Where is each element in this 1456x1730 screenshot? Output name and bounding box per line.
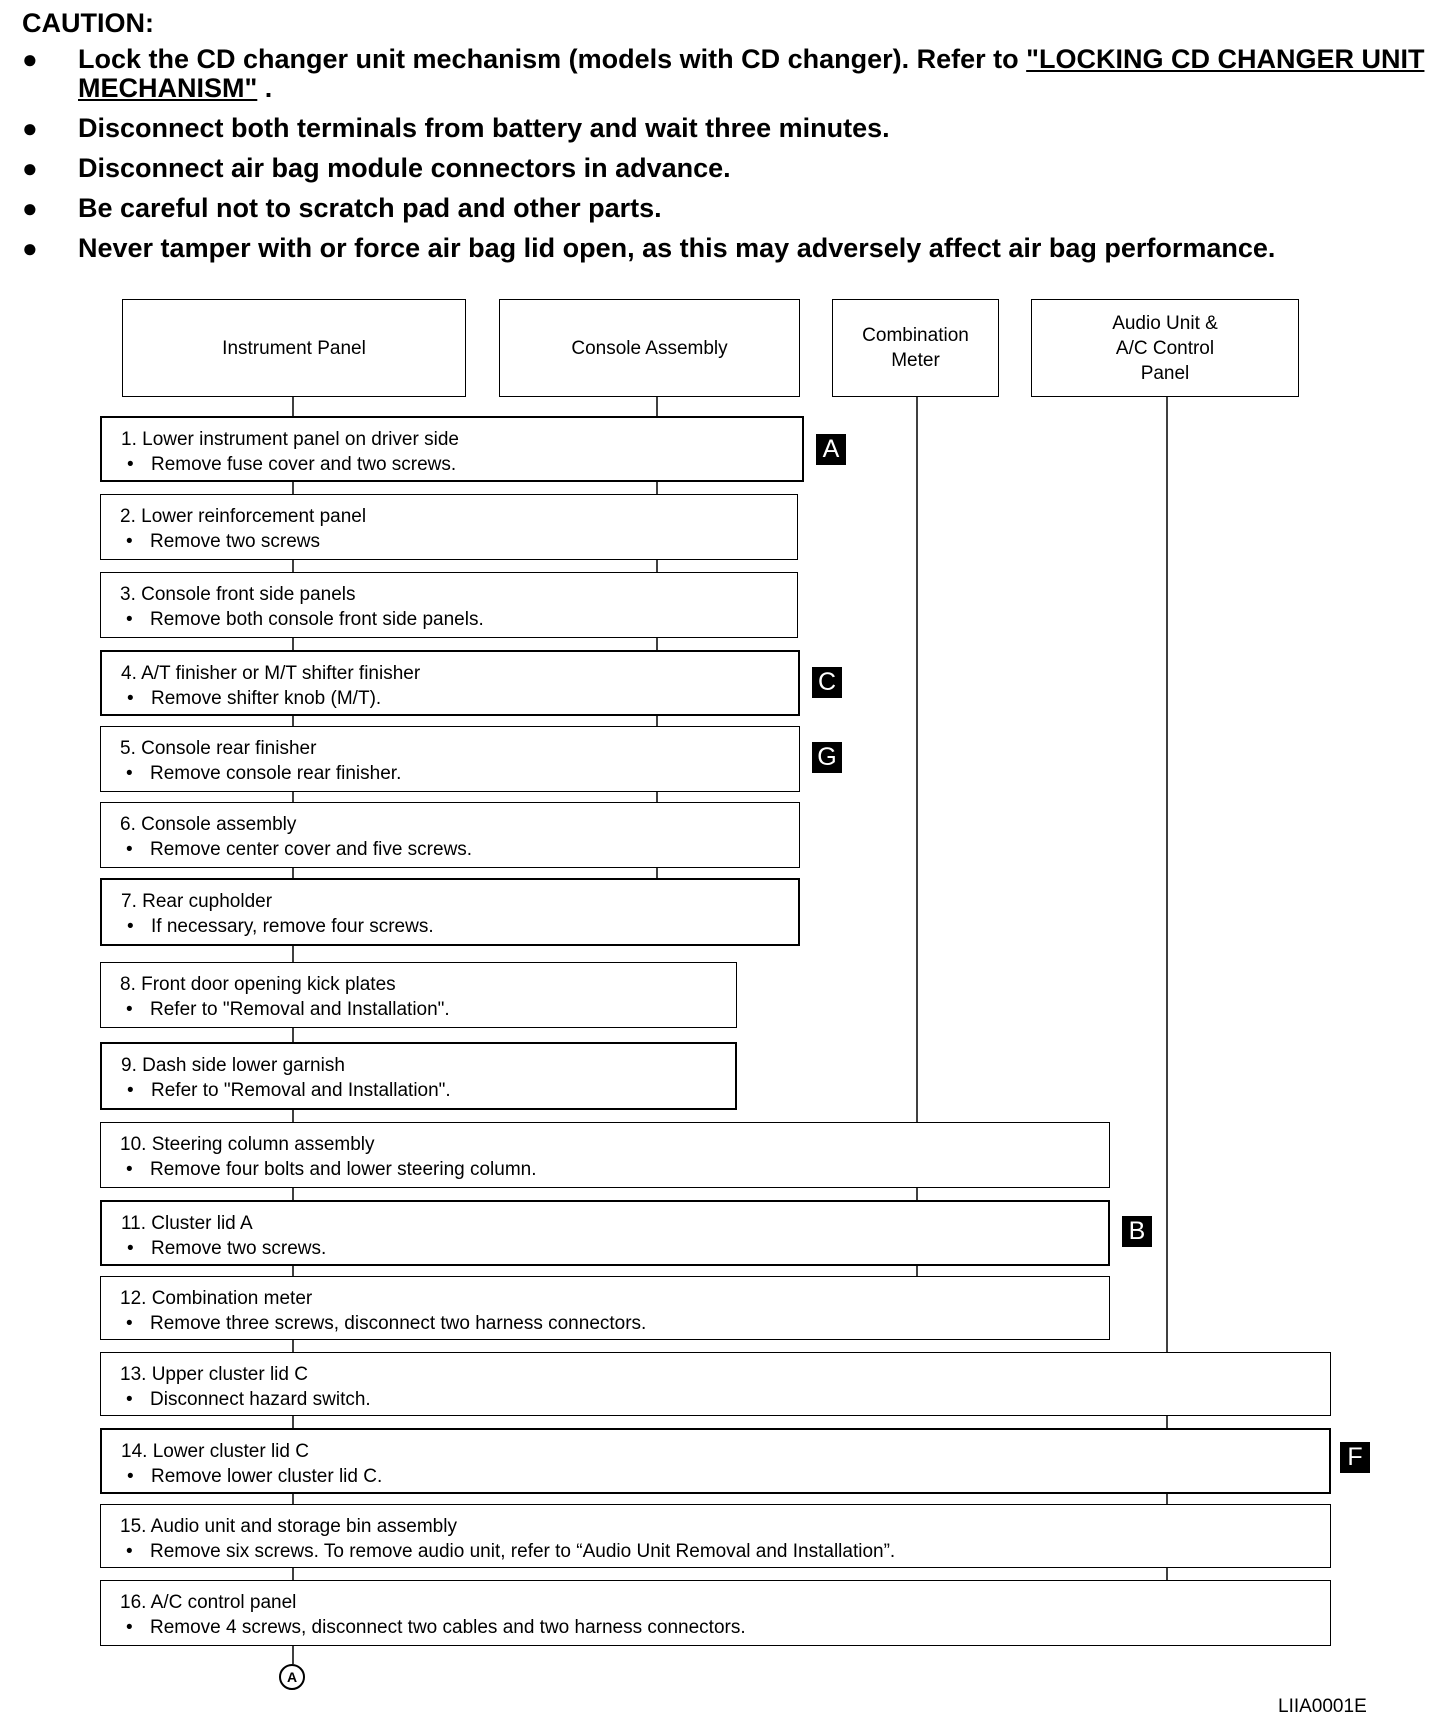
step-instruction: Remove both console front side panels.	[150, 609, 484, 630]
step-title: 8. Front door opening kick plates	[120, 974, 396, 995]
bullet-icon: •	[126, 999, 133, 1020]
step-instruction: Remove three screws, disconnect two harness connectors.	[150, 1313, 647, 1334]
step-title: 5. Console rear finisher	[120, 738, 317, 759]
bullet-icon: •	[126, 1617, 133, 1638]
step-title: 7. Rear cupholder	[121, 891, 273, 912]
step-instruction: Remove center cover and five screws.	[150, 839, 473, 860]
bullet-icon: •	[127, 1466, 134, 1487]
step-subtext	[121, 1464, 1329, 1489]
bullet-icon: •	[126, 609, 133, 630]
bullet-dot-icon: ●	[22, 44, 38, 74]
bullet-icon: •	[127, 454, 134, 475]
bullet-dot-icon: ●	[22, 233, 38, 263]
step-title: 15. Audio unit and storage bin assembly	[120, 1516, 457, 1537]
step-2	[100, 494, 798, 560]
tag-f: F	[1340, 1442, 1370, 1473]
step-instruction: Remove lower cluster lid C.	[151, 1466, 383, 1487]
step-instruction: Remove fuse cover and two screws.	[151, 454, 457, 475]
bullet-icon: •	[126, 1541, 133, 1562]
bullet-dot-icon: ●	[22, 153, 38, 183]
step-instruction: Remove console rear finisher.	[150, 763, 402, 784]
step-7	[100, 878, 800, 946]
step-3	[100, 572, 798, 638]
step-subtext	[120, 1539, 1330, 1564]
bullet-icon: •	[127, 1238, 134, 1259]
caution-text-after: .	[257, 73, 273, 103]
step-instruction: Remove shifter knob (M/T).	[151, 688, 382, 709]
bullet-icon: •	[126, 1159, 133, 1180]
step-title: 2. Lower reinforcement panel	[120, 506, 367, 527]
bullet-dot-icon: ●	[22, 193, 38, 223]
header-combination-meter: Combination Meter	[832, 299, 999, 397]
step-instruction: If necessary, remove four screws.	[151, 916, 434, 937]
step-5	[100, 726, 800, 792]
tag-g: G	[812, 742, 842, 773]
step-title: 14. Lower cluster lid C	[121, 1441, 309, 1462]
step-subtext	[121, 1236, 1108, 1261]
step-13	[100, 1352, 1331, 1416]
step-instruction: Disconnect hazard switch.	[150, 1389, 371, 1410]
step-instruction: Remove 4 screws, disconnect two cables and two harness connectors.	[150, 1617, 746, 1638]
bullet-icon: •	[126, 763, 133, 784]
step-subtext	[120, 761, 799, 786]
step-title: 10. Steering column assembly	[120, 1134, 375, 1155]
step-subtext	[120, 997, 736, 1022]
locking-cd-changer-link[interactable]: "LOCKING CD CHANGER UNIT MECHANISM"	[78, 44, 1425, 103]
step-instruction: Remove two screws.	[151, 1238, 327, 1259]
step-1	[100, 416, 804, 482]
step-instruction: Refer to "Removal and Installation".	[151, 1080, 451, 1101]
step-subtext	[120, 529, 797, 554]
step-title: 9. Dash side lower garnish	[121, 1055, 345, 1076]
caution-title: CAUTION:	[22, 8, 154, 38]
bullet-icon: •	[126, 1313, 133, 1334]
reference-code: LIIA0001E	[1278, 1696, 1367, 1717]
header-audio-unit: Audio Unit & A/C Control Panel	[1031, 299, 1299, 397]
header-console-assembly: Console Assembly	[499, 299, 800, 397]
bullet-icon: •	[127, 1080, 134, 1101]
step-title: 12. Combination meter	[120, 1288, 313, 1309]
caution-text: Lock the CD changer unit mechanism (models with CD changer). Refer to	[78, 44, 1027, 74]
bullet-dot-icon: ●	[22, 113, 38, 143]
step-11	[100, 1200, 1110, 1266]
caution-text: Never tamper with or force air bag lid open, as this may adversely affect air bag performance.	[78, 233, 1276, 263]
step-title: 1. Lower instrument panel on driver side	[121, 429, 459, 450]
caution-text: Be careful not to scratch pad and other parts.	[78, 193, 662, 223]
step-title: 13. Upper cluster lid C	[120, 1364, 308, 1385]
bullet-icon: •	[126, 531, 133, 552]
tag-c: C	[812, 667, 842, 698]
tag-a: A	[816, 434, 846, 465]
step-instruction: Remove four bolts and lower steering column.	[150, 1159, 537, 1180]
step-12	[100, 1276, 1110, 1340]
step-title: 3. Console front side panels	[120, 584, 356, 605]
step-title: 11. Cluster lid A	[121, 1213, 253, 1234]
step-8	[100, 962, 737, 1028]
step-subtext	[120, 1311, 1109, 1336]
tag-b: B	[1122, 1216, 1152, 1247]
step-title: 16. A/C control panel	[120, 1592, 297, 1613]
step-subtext	[120, 607, 797, 632]
step-subtext	[121, 914, 798, 939]
step-subtext	[121, 1078, 735, 1103]
step-title: 4. A/T finisher or M/T shifter finisher	[121, 663, 421, 684]
step-4	[100, 650, 800, 716]
bullet-icon: •	[126, 839, 133, 860]
step-subtext	[120, 1615, 1330, 1640]
header-instrument-panel: Instrument Panel	[122, 299, 466, 397]
step-subtext	[121, 452, 802, 477]
step-subtext	[121, 686, 798, 711]
step-10	[100, 1122, 1110, 1188]
bullet-icon: •	[127, 916, 134, 937]
step-subtext	[120, 1157, 1109, 1182]
bullet-icon: •	[126, 1389, 133, 1410]
bullet-icon: •	[127, 688, 134, 709]
step-subtext	[120, 837, 799, 862]
step-16	[100, 1580, 1331, 1646]
caution-text: Disconnect both terminals from battery and wait three minutes.	[78, 113, 890, 143]
step-instruction: Refer to "Removal and Installation".	[150, 999, 450, 1020]
step-instruction: Remove two screws	[150, 531, 320, 552]
step-title: 6. Console assembly	[120, 814, 297, 835]
step-14	[100, 1428, 1331, 1494]
step-6	[100, 802, 800, 868]
end-marker-icon: A	[279, 1664, 305, 1690]
step-9	[100, 1042, 737, 1110]
caution-text: Disconnect air bag module connectors in advance.	[78, 153, 731, 183]
step-instruction: Remove six screws. To remove audio unit, refer to “Audio Unit Removal and Installation”.	[150, 1541, 896, 1562]
step-15	[100, 1504, 1331, 1568]
step-subtext	[120, 1387, 1330, 1412]
